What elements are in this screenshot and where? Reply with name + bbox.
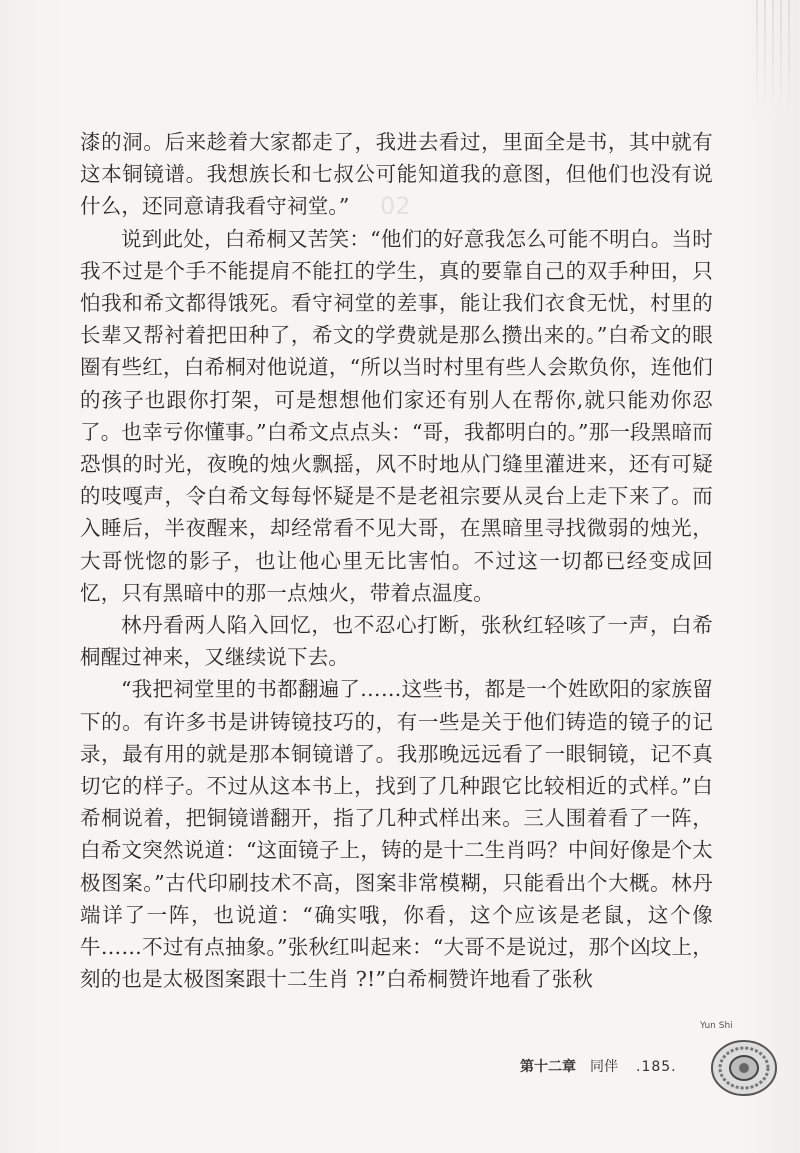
chapter-label: 第十二章 [520,1059,576,1075]
page-footer [520,1056,677,1076]
paragraph: “我把祠堂里的书都翻遍了……这些书，都是一个姓欧阳的家族留下的。有许多书是讲铸镜技巧的，有一些是关于他们铸造的镜子的记录，最有用的就是那本铜镜谱了。我那晚远远看了一眼铜镜，记不真切它的样子。不过从这本书上，找到了几种跟它比较相近的式样。”白希桐说着，把铜镜谱翻开，指了几种式样出来。三人围着看了一阵，白希文突然说道：“这面镜子上，铸的是十二生肖吗？中间好像是个太极图案。”古代印刷技术不高，图案非常模糊，只能看出个大概。林丹端详了一阵，也说道：“确实哦，你看，这个应该是老鼠，这个像牛……不过有点抽象。”张秋红叫起来：“大哥不是说过，那个凶坟上，刻的也是太极图案跟十二生肖 ?!”白希桐赞许地看了张秋 [80,677,713,992]
corner-decoration [710,0,800,150]
seal-label: Yun Shi [700,1021,733,1031]
page-number: .185. [636,1059,677,1075]
section-label: 同伴 [590,1059,618,1075]
decorative-seal-icon [708,1034,780,1098]
paragraph: 漆的洞。后来趁着大家都走了，我进去看过，里面全是书，其中就有这本铜镜谱。我想族长和七叔公可能知道我的意图，但他们也没有说什么，还同意请我看守祠堂。” [80,130,713,219]
paragraph: 说到此处，白希桐又苦笑：“他们的好意我怎么可能不明白。当时我不过是个手不能提肩不能扛的学生，真的要靠自己的双手种田，只怕我和希文都得饿死。看守祠堂的差事，能让我们衣食无忧，村里的长辈又帮衬着把田种了，希文的学费就是那么攒出来的。”白希文的眼圈有些红，白希桐对他说道，“所以当时村里有些人会欺负你，连他们的孩子也跟你打架，可是想想他们家还有别人在帮你,就只能劝你忍了。也幸亏你懂事。”白希文点点头：“哥，我都明白的。”那一段黑暗而恐惧的时光，夜晚的烛火飘摇，风不时地从门缝里灌进来，还有可疑的吱嘎声，令白希文每每怀疑是不是老祖宗要从灵台上走下来了。而入睡后，半夜醒来，却经常看不见大哥，在黑暗里寻找微弱的烛光，大哥恍惚的影子，也让他心里无比害怕。不过这一切都已经变成回忆，只有黑暗中的那一点烛火，带着点温度。 [80,226,713,605]
body-text [80,126,713,995]
paragraph: 林丹看两人陷入回忆，也不忍心打断，张秋红轻咳了一声，白希桐醒过神来，又继续说下去。 [80,613,713,670]
faint-watermark: 02 [380,192,411,220]
